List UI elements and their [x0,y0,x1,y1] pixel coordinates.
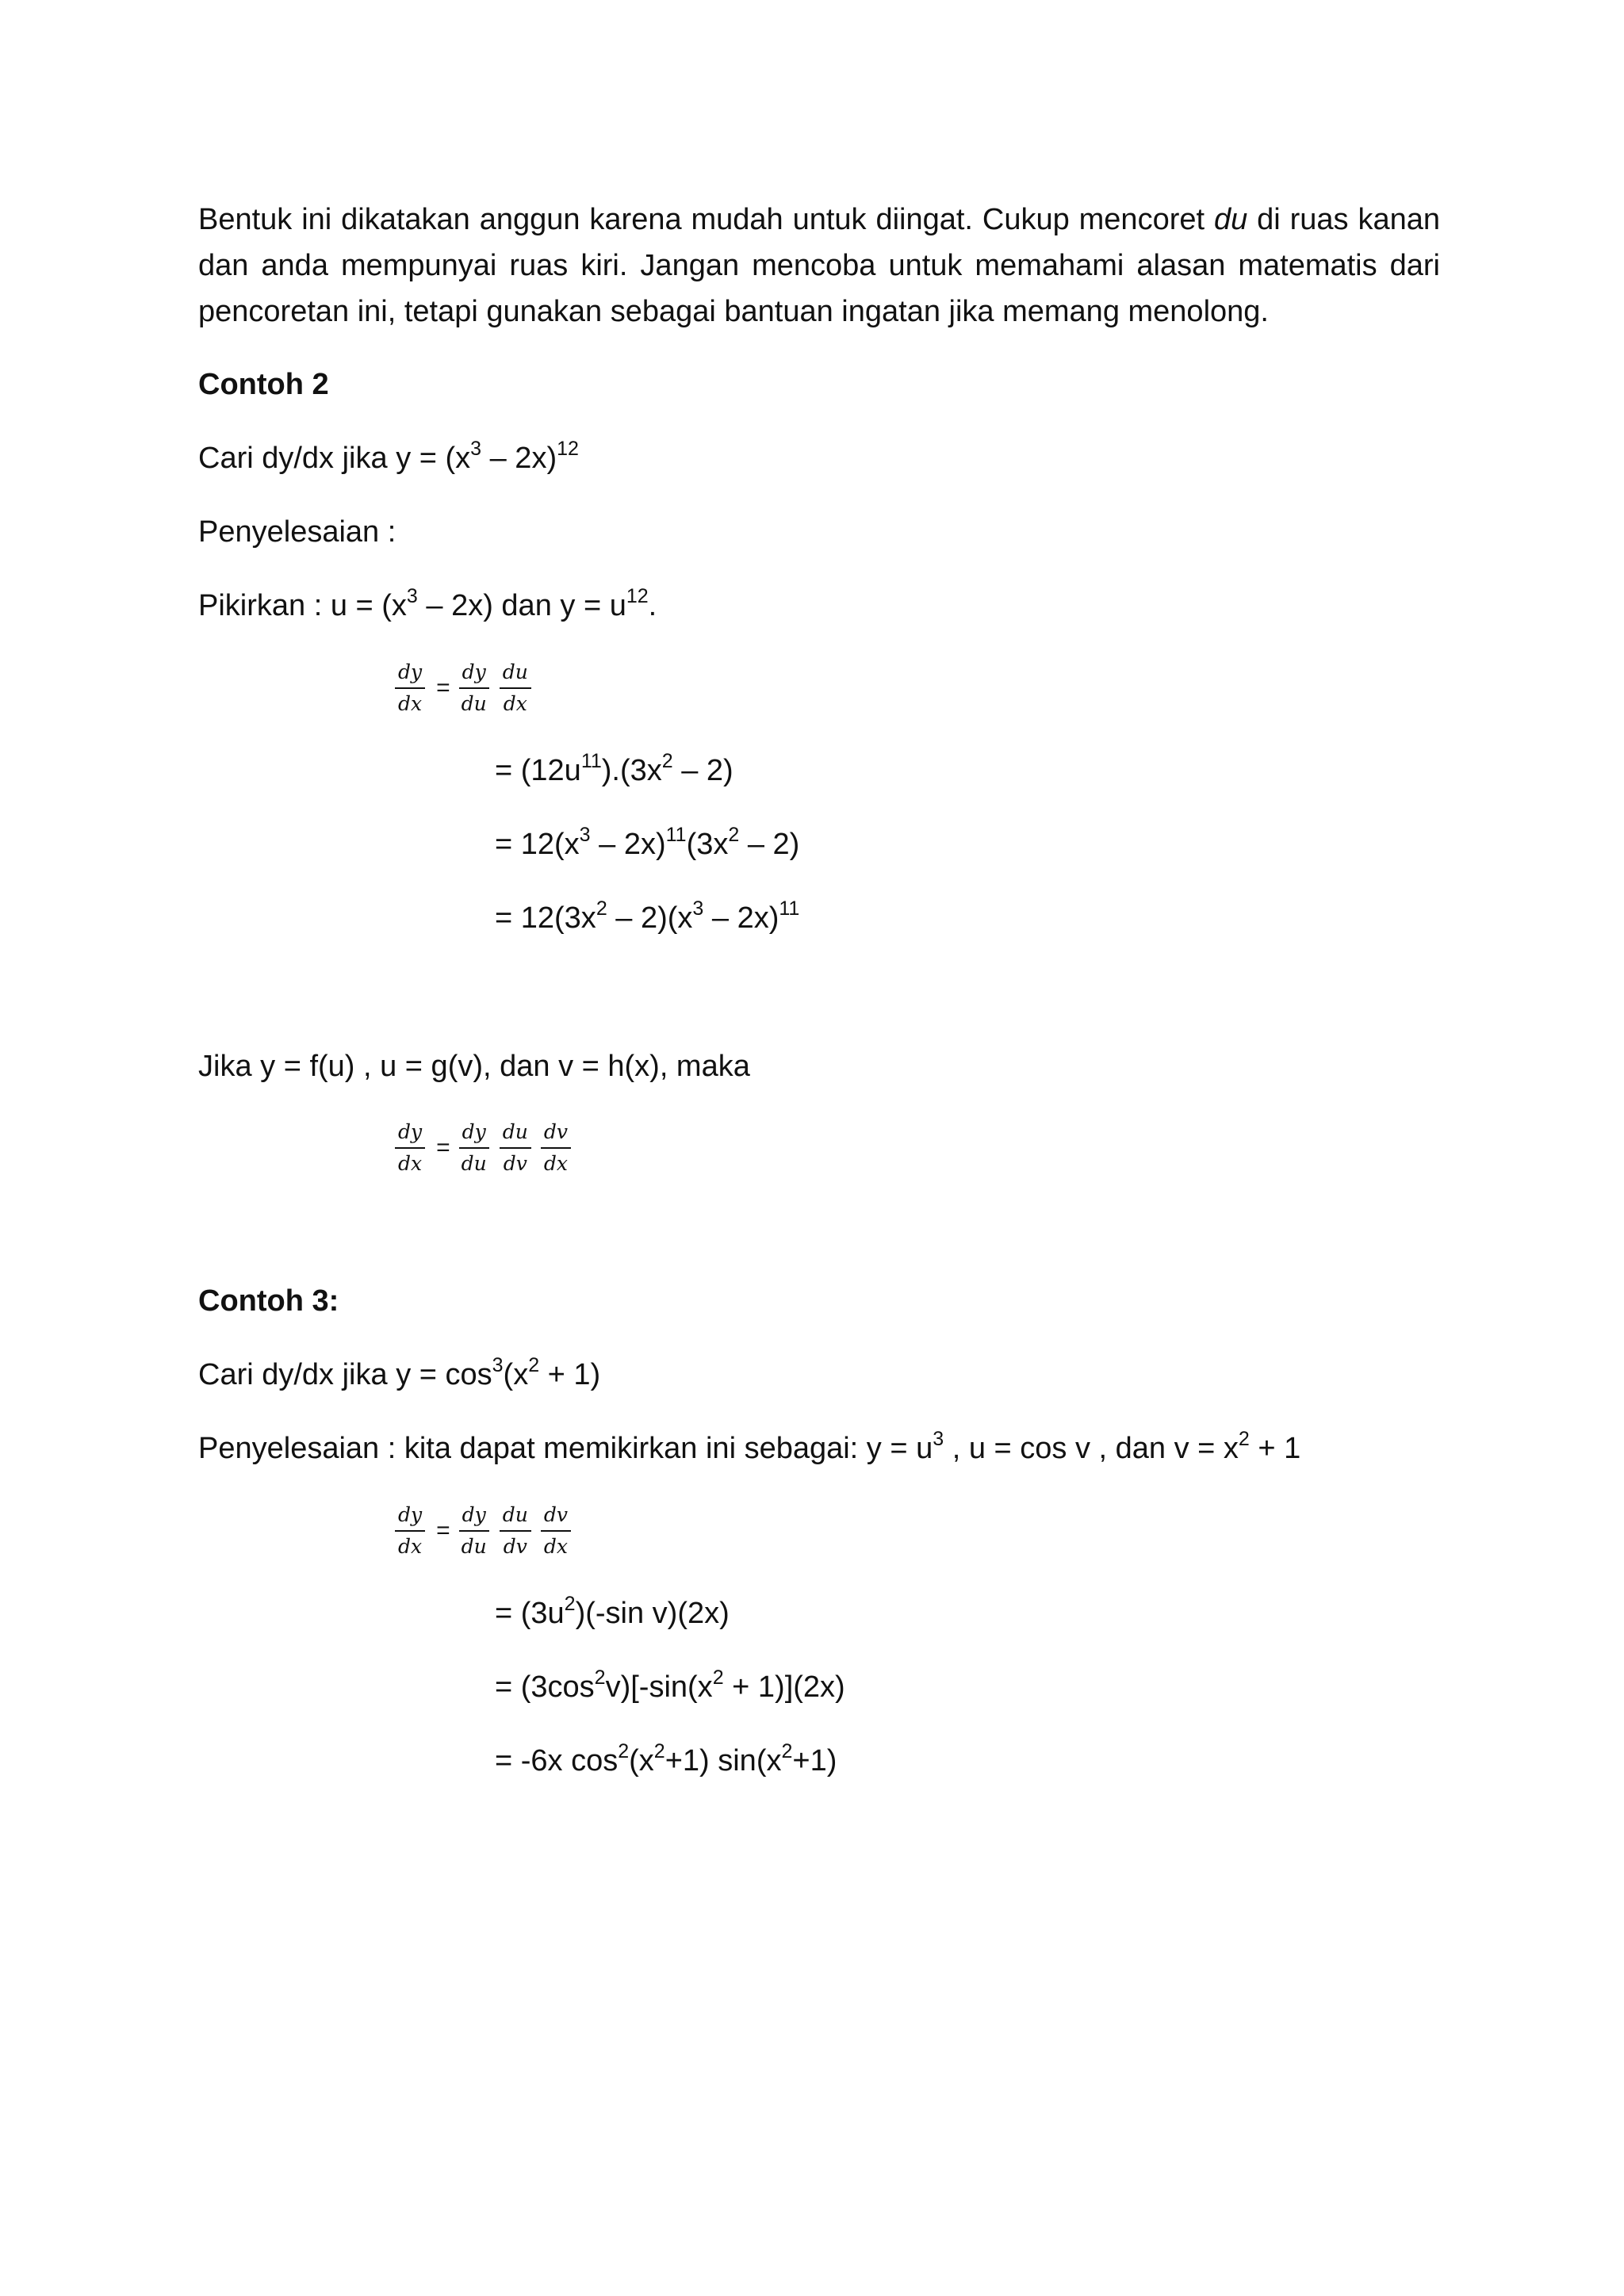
equals-sign: = [436,1135,450,1161]
example3-heading: Contoh 3: [198,1284,339,1318]
example3-step2: = $(3\cos^2v)[-\sin(x^2 + 1)](2x)$ [495,1667,845,1704]
intro-emphasis: du [1213,203,1248,236]
fraction: $\frac{dv}{dx}$ [541,1120,571,1176]
example3-chain-rule-formula [395,1495,580,1567]
fraction: $\frac{dy}{dx}$ [395,1503,425,1559]
intro-text-part2: di ruas kanan dan anda mempunyai ruas kiri. Jangan mencoba untuk memahami alasan matematis dari pencoretan ini, tetapi gunakan sebagai bantuan ingatan jika memang menolong. [198,203,1440,328]
fraction: $\frac{du}{dv}$ [500,1503,531,1559]
general-chain-rule-formula [395,1112,580,1184]
example2-step1: = $(12u^{11}).(3x^2 - 2)$ [495,750,733,787]
example2-step3: = $12(3x^2 - 2)(x^3 - 2x)^{11}$ [495,897,800,935]
example2-substitution: Pikirkan : $u = (x^3 - 2x)$ dan $y = u^{12}$. [198,585,657,622]
equals-sign: = [436,675,450,701]
fraction: $\frac{dy}{dx}$ [395,660,425,716]
general-chain-rule-statement: Jika y = f(u) , u = g(v), dan v = h(x), maka [198,1050,750,1083]
intro-paragraph [198,197,1440,335]
example3-step3: = -6x $\cos^2(x^2+1)$ $\sin(x^2+1)$ [495,1740,837,1777]
fraction: $\frac{dy}{dx}$ [395,1120,425,1176]
example2-solution-label: Penyelesaian : [198,515,396,549]
example2-heading: Contoh 2 [198,368,329,401]
example3-step1: = $(3u^2)(-\sin$ v)(2x) [495,1593,730,1630]
fraction: $\frac{du}{dx}$ [500,660,531,716]
example2-step2: = $12(x^3 - 2x)^{11}(3x^2 - 2)$ [495,824,800,861]
intro-text-part1: Bentuk ini dikatakan anggun karena mudah untuk diingat. Cukup mencoret [198,203,1214,236]
fraction: $\frac{dv}{dx}$ [541,1503,571,1559]
example2-problem: Cari dy/dx jika $y = (x^3 - 2x)^{12}$ [198,438,579,475]
example3-problem: Cari dy/dx jika $y = \cos^3(x^2 + 1)$ [198,1354,601,1391]
example3-solution-setup: Penyelesaian : kita dapat memikirkan ini sebagai: $y = u^3$ , u = cos v , dan $v = x^2 + 1$ [198,1428,1301,1465]
fraction: $\frac{du}{dv}$ [500,1120,531,1176]
fraction: $\frac{dy}{du}$ [458,1120,490,1176]
fraction: $\frac{dy}{du}$ [458,1503,490,1559]
equals-sign: = [436,1517,450,1544]
fraction: $\frac{dy}{du}$ [458,660,490,716]
example2-chain-rule-formula [395,652,541,724]
